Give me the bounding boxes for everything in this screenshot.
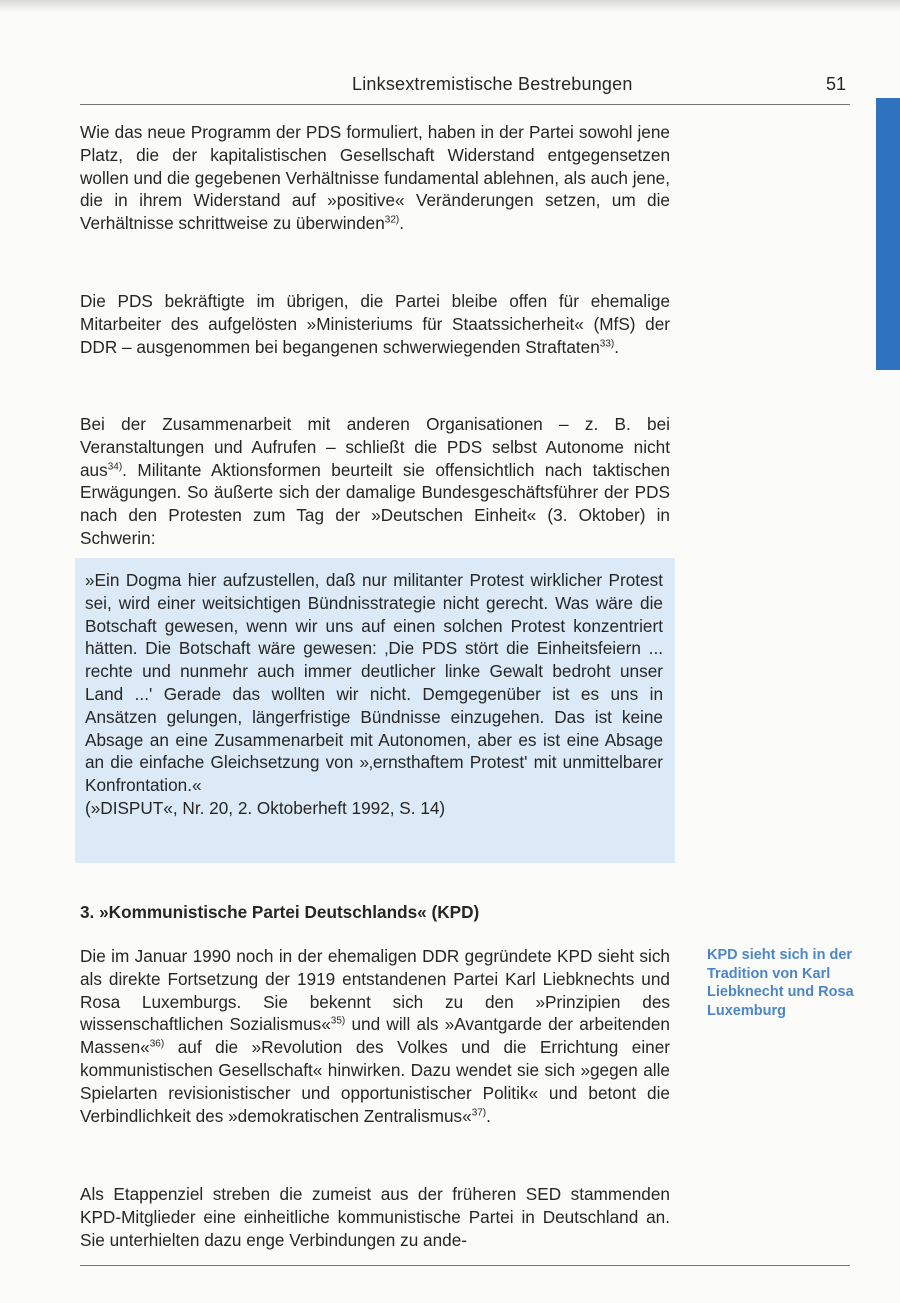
paragraph-text: Bei der Zusammenarbeit mit anderen Organisationen – z. B. bei Veranstaltungen und Aufrufen – schließt die PDS selbst Autonome nicht aus: [80, 414, 670, 480]
paragraph-kpd-goal: Als Etappenziel streben die zumeist aus der früheren SED stammenden KPD-Mitglieder eine einheitliche kommunistische Partei in Deutschland an. Sie unterhielten dazu enge Verbindungen zu ande-: [80, 1184, 670, 1250]
paragraph-pds-program: [80, 121, 670, 235]
running-header: [80, 74, 850, 105]
footnote-ref-35: 35): [330, 1015, 346, 1027]
quote-box: [75, 558, 675, 863]
footnote-ref-33: 33): [599, 337, 615, 349]
paragraph-text: Wie das neue Programm der PDS formuliert, haben in der Partei sowohl jene Platz, die der kapitalistischen Gesellschaft Widerstand entgegensetzen wollen und die gegebenen Verhältnisse fundamental ablehnen, als auch jene, die in ihrem Widerstand auf »positive« Veränderungen setzen, um die Verhältnisse schrittweise zu überwinden: [80, 122, 670, 234]
running-header-title: Linksextremistische Bestrebungen: [352, 74, 633, 94]
block-quote: [85, 569, 663, 820]
paragraph-mfs: [80, 290, 670, 358]
quote-text: »Ein Dogma hier aufzustellen, daß nur militanter Protest wirklicher Protest sei, wird einer weitsichtigen Bündnisstrategie nicht gerecht. Was wäre die Botschaft gewesen, wenn wir uns auf einen solchen Protest konzentriert hätten. Die Botschaft wäre gewesen: ‚Die PDS stört die Einheitsfeiern ... rechte und nunmehr auch immer deutlicher linke Gewalt bedroht unser Land ...' Gerade das wollten wir nicht. Demgegenüber ist es uns in Ansätzen gelungen, längerfristige Bündnisse einzugehen. Das ist keine Absage an eine Zusammenarbeit mit Autonomen, aber es ist eine Absage an die einfache Gleichsetzung von »‚ernsthaftem Protest' mit unmittelbarer Konfrontation.«: [85, 570, 663, 796]
paragraph-end: .: [486, 1105, 491, 1126]
paragraph-text-continued: . Militante Aktionsformen beurteilt sie offensichtlich nach taktischen Erwägungen. So äußerte sich der damalige Bundesgeschäftsführer der PDS nach den Protesten zum Tag der »Deutschen Einheit« (3. Oktober) in Schwerin:: [80, 459, 670, 548]
footnote-ref-32: 32): [384, 214, 400, 226]
footnote-ref-34: 34): [107, 460, 123, 472]
paragraph-text: Die im Januar 1990 noch in der ehemaligen DDR gegründete KPD sieht sich als direkte Fortsetzung der 1919 entstandenen Partei Karl Liebknechts und Rosa Luxemburgs. Sie bekennt sich zu den »Prinzipien des wissenschaftlichen Sozialismus«: [80, 946, 670, 1035]
bottom-rule: [80, 1265, 850, 1266]
paragraph-text-continued: auf die »Revolution des Volkes und die Errichtung einer kommunistischen Gesellschaft« hinwirken. Dazu wendet sie sich »gegen alle Spielarten revisionistischer und opportunistischer Politik« und betont die Verbindlichkeit des »demokratischen Zentralismus«: [80, 1037, 670, 1126]
page-number: 51: [825, 74, 846, 94]
paragraph-end: .: [614, 336, 620, 357]
paragraph-end: .: [399, 213, 404, 234]
page-top-shadow: [0, 0, 900, 12]
section-heading: 3. »Kommunistische Partei Deutschlands« (KPD): [80, 902, 480, 922]
thumb-index-marker: [876, 98, 900, 370]
footnote-ref-36: 36): [149, 1038, 165, 1050]
paragraph-text-continued: und will als »Avantgarde der arbeitenden Massen«: [80, 1014, 670, 1058]
footnote-ref-37: 37): [471, 1106, 487, 1118]
paragraph-kpd-intro: [80, 945, 670, 1127]
paragraph-text: Die PDS bekräftigte im übrigen, die Partei bleibe offen für ehemalige Mitarbeiter des aufgelösten »Ministeriums für Staatssicherheit« (MfS) der DDR – ausgenommen bei begangenen schwerwiegenden Straftaten: [80, 291, 670, 357]
quote-source: (»DISPUT«, Nr. 20, 2. Oktoberheft 1992, S. 14): [85, 797, 446, 818]
margin-note: KPD sieht sich in der Tradition von Karl Liebknecht und Rosa Luxemburg: [707, 947, 854, 1019]
paragraph-autonome: [80, 413, 670, 550]
